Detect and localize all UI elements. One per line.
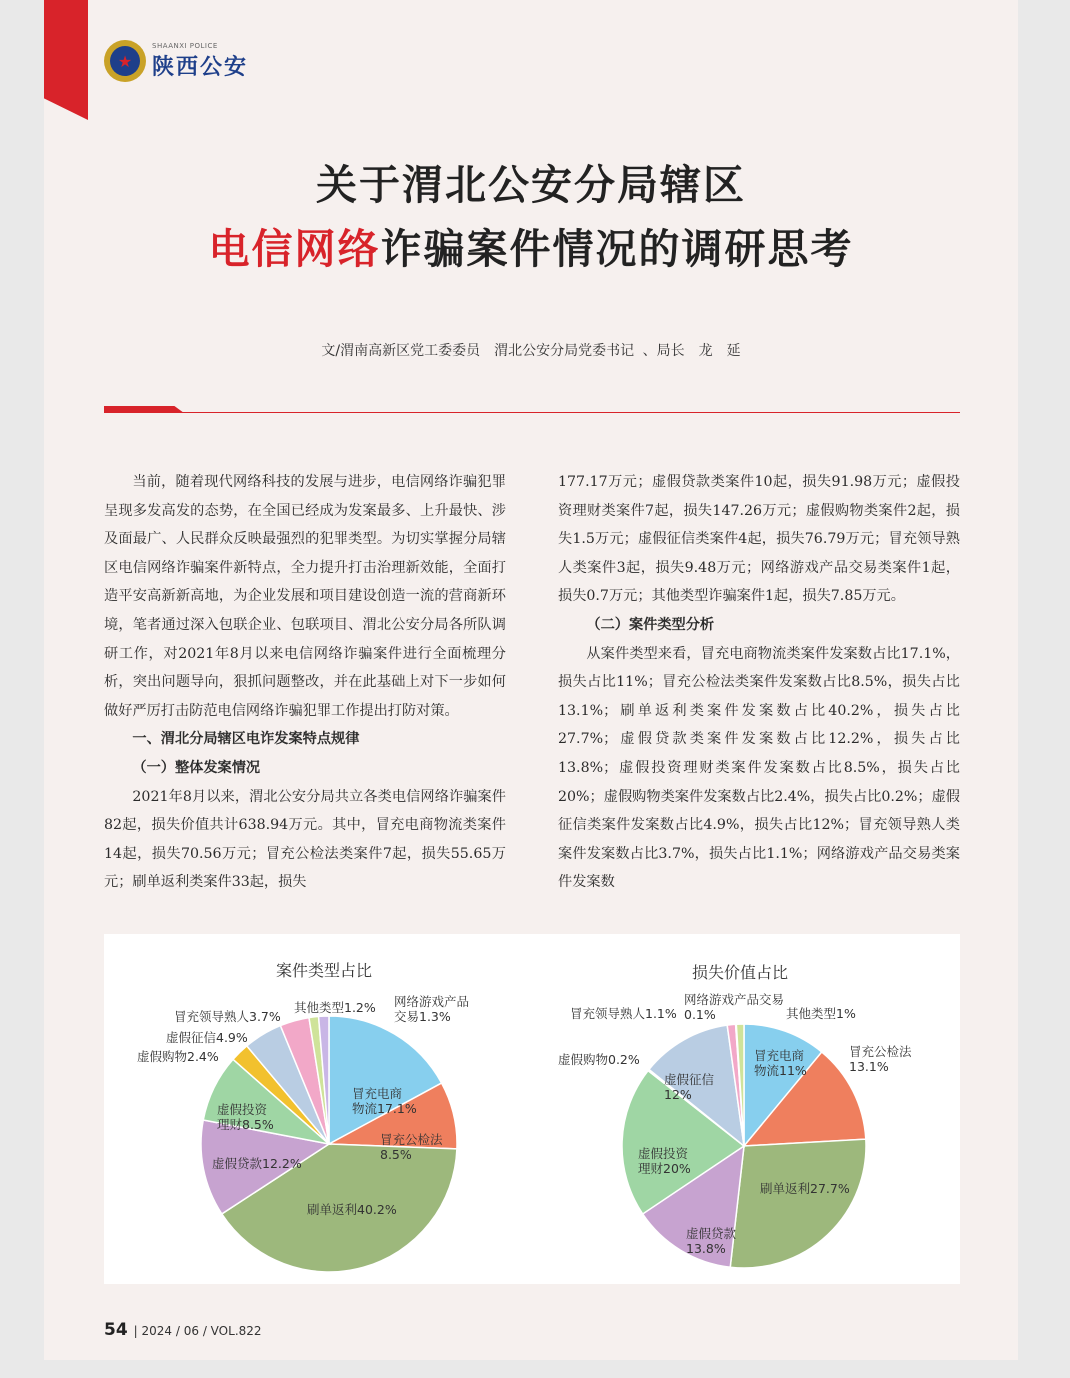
pie-slice-2-3: [730, 1139, 866, 1268]
right-column: [558, 468, 960, 897]
pie-label-2-1: 冒充电商 物流11%: [754, 1048, 807, 1078]
pie-label-1-1: 冒充电商 物流17.1%: [352, 1086, 417, 1116]
pie-label-2-2: 冒充公检法 13.1%: [849, 1044, 912, 1074]
paragraph: 当前，随着现代网络科技的发展与进步，电信网络诈骗犯罪呈现多发高发的态势，在全国已经成为发案最多、上升最快、涉及面最广、人民群众反映最强烈的犯罪类型。为切实掌握分局辖区电信网络诈骗案件新特点，全力提升打击治理新效能，全面打造平安高新新高地，为企业发展和项目建设创造一流的营商新环境，笔者通过深入包联企业、包联项目、渭北公安分局各所队调研工作，对2021年8月以来电信网络诈骗案件进行全面梳理分析，突出问题导向，狠抓问题整改，并在此基础上对下一步如何做好严厉打击防范电信网络诈骗犯罪工作提出打防对策。: [104, 474, 506, 719]
page-footer: 54 | 2024 / 06 / VOL.822: [104, 1320, 262, 1340]
magazine-name-en: SHAANXI POLICE: [152, 41, 218, 50]
pie-charts-panel: [104, 934, 960, 1284]
magazine-page: [44, 0, 1018, 1360]
subsection-heading: （二）案件类型分析: [586, 616, 715, 633]
paragraph: 从案件类型来看，冒充电商物流类案件发案数占比17.1%，损失占比11%；冒充公检法类案件发案数占比8.5%，损失占比13.1%；刷单返利类案件发案数占比40.2%，损失占比27.7%；虚假贷款类案件发案数占比12.2%，损失占比13.8%；虚假投资理财类案件发案数占比8.5%，损失占比20%；虚假购物类案件发案数占比2.4%，损失占比0.2%；虚假征信类案件发案数占比4.9%，损失占比12%；冒充领导熟人类案件发案数占比3.7%，损失占比1.1%；网络游戏产品交易类案件发案数: [558, 645, 960, 891]
title-line2-rest: 诈骗案件情况的调研思考: [380, 225, 854, 273]
pie-label-2-5: 虚假投资 理财20%: [638, 1146, 691, 1176]
magazine-logo: [104, 40, 248, 82]
divider: [104, 412, 960, 413]
pie-label-2-7: 虚假征信 12%: [664, 1072, 715, 1102]
paragraph: 2021年8月以来，渭北公安分局共立各类电信网络诈骗案件82起，损失价值共计638.94万元。其中，冒充电商物流类案件14起，损失70.56万元；冒充公检法类案件7起，损失55.65万元；刷单返利类案件33起，损失: [104, 788, 506, 891]
left-column: [104, 468, 506, 897]
pie-label-1-6: 虚假购物2.4%: [137, 1049, 219, 1064]
corner-accent: [44, 0, 88, 120]
pie-label-1-2: 冒充公检法 8.5%: [380, 1132, 443, 1162]
page-number: 54: [104, 1320, 128, 1340]
pie-label-2-3: 刷单返利27.7%: [760, 1181, 850, 1196]
pie-label-1-9: 其他类型1.2%: [294, 1000, 376, 1015]
pie-label-1-4: 虚假贷款12.2%: [212, 1156, 302, 1171]
author-line: 文/渭南高新区党工委委员 渭北公安分局党委书记 、局长 龙 延: [321, 343, 741, 359]
title-line2: [44, 216, 1018, 275]
section-heading: 一、渭北分局辖区电诈发案特点规律: [132, 731, 360, 748]
pie-label-2-9: 网络游戏产品交易 0.1%: [684, 992, 785, 1022]
pie-label-1-10: 网络游戏产品 交易1.3%: [394, 994, 470, 1024]
pie-label-2-4: 虚假贷款 13.8%: [686, 1226, 737, 1256]
chart1-title: 案件类型占比: [276, 961, 373, 980]
chart2-title: 损失价值占比: [692, 963, 789, 982]
police-emblem-icon: ★: [104, 40, 146, 82]
pie-label-1-8: 冒充领导熟人3.7%: [174, 1009, 281, 1024]
issue-info: 2024 / 06 / VOL.822: [141, 1324, 262, 1338]
title-highlight: 电信网络: [208, 225, 381, 273]
divider-accent: [104, 406, 184, 413]
magazine-name-cn: 陕西公安: [152, 54, 249, 80]
pie-label-1-3: 刷单返利40.2%: [307, 1202, 397, 1217]
pie-label-1-5: 虚假投资 理财8.5%: [217, 1102, 274, 1132]
pie-label-2-6: 虚假购物0.2%: [558, 1052, 640, 1067]
pie-label-2-10: 其他类型1%: [786, 1006, 856, 1021]
title-line1: 关于渭北公安分局辖区: [316, 161, 746, 209]
subsection-heading: （一）整体发案情况: [132, 759, 261, 776]
pie-label-1-7: 虚假征信4.9%: [166, 1030, 248, 1045]
pie-label-2-8: 冒充领导熟人1.1%: [570, 1006, 677, 1021]
paragraph: 177.17万元；虚假贷款类案件10起，损失91.98万元；虚假投资理财类案件7起，损失147.26万元；虚假购物类案件2起，损失1.5万元；虚假征信类案件4起，损失76.79万元；冒充领导熟人类案件3起，损失9.48万元；网络游戏产品交易类案件1起，损失0.7万元；其他类型诈骗案件1起，损失7.85万元。: [558, 474, 960, 605]
